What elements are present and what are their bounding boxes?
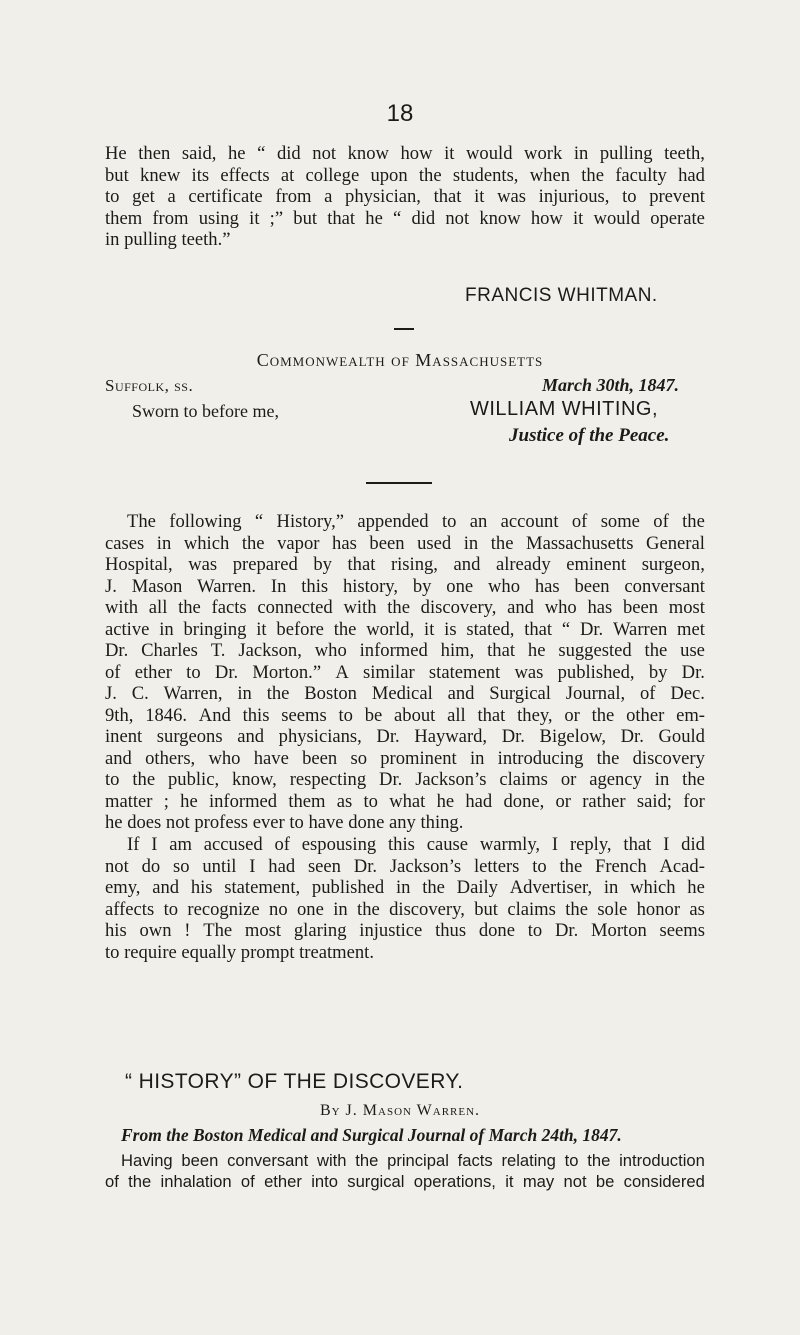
section-rule (366, 482, 432, 484)
text-line: Hospital, was prepared by that rising, and already eminent surgeon, (105, 554, 705, 575)
paragraph-history-intro (105, 511, 705, 834)
text-line: he does not profess ever to have done any thing. (105, 812, 464, 833)
text-line: affects to recognize no one in the discovery, but claims the sole honor as (105, 898, 705, 920)
text-line: matter ; he informed them as to what he had done, or rather said; for (105, 790, 705, 812)
text-line: Having been conversant with the principal facts relating to the introduction (121, 1151, 705, 1170)
justice-name: WILLIAM WHITING, (470, 398, 658, 420)
justice-title: Justice of the Peace. (509, 425, 670, 446)
county-label: Suffolk, ss. (105, 376, 194, 395)
text-line: to get a certificate from a physician, that it was injurious, to prevent (105, 186, 705, 207)
text-line: them from using it ;” but that he “ did not know how it would operate (105, 207, 705, 229)
paragraph-history-body (105, 1150, 705, 1192)
oath-date: March 30th, 1847. (542, 375, 680, 395)
text-line: of the inhalation of ether into surgical operations, it may not be considered (105, 1172, 705, 1191)
text-line: The following “ History,” appended to an account of some of the (127, 511, 705, 532)
text-line: If I am accused of espousing this cause warmly, I reply, that I did (127, 834, 705, 855)
history-heading: “ HISTORY” OF THE DISCOVERY. (125, 1070, 464, 1093)
text-line: Dr. Charles T. Jackson, who informed him, that he suggested the use (105, 640, 705, 661)
text-line: not do so until I had seen Dr. Jackson’s letters to the French Acad- (105, 855, 705, 877)
history-byline: By J. Mason Warren. (319, 1102, 481, 1119)
text-line: emy, and his statement, published in the Daily Advertiser, in which he (105, 877, 705, 898)
text-line: inent surgeons and physicians, Dr. Hayward, Dr. Bigelow, Dr. Gould (105, 726, 705, 747)
text-line: 9th, 1846. And this seems to be about all that they, or the other em- (105, 704, 705, 726)
text-line: to require equally prompt treatment. (105, 941, 375, 963)
commonwealth-heading: Commonwealth of Massachusetts (256, 350, 544, 370)
text-line: but knew its effects at college upon the students, when the faculty had (105, 164, 705, 186)
paragraph-whitman-testimony (105, 143, 705, 251)
text-line: and others, who have been so prominent in introducing the discovery (105, 747, 705, 769)
text-line: active in bringing it before the world, it is stated, that “ Dr. Warren met (105, 618, 705, 640)
text-line: J. Mason Warren. In this history, by one who has been conversant (105, 575, 705, 597)
paragraph-espousing-cause (105, 834, 705, 963)
text-line: his own ! The most glaring injustice thus done to Dr. Morton seems (105, 920, 705, 941)
page-number: 18 (386, 100, 414, 127)
text-line: He then said, he “ did not know how it would work in pulling teeth, (105, 143, 705, 164)
divider (394, 328, 414, 330)
text-line: J. C. Warren, in the Boston Medical and Surgical Journal, of Dec. (105, 683, 705, 704)
text-line: of ether to Dr. Morton.” A similar statement was published, by Dr. (105, 661, 705, 683)
text-line: with all the facts connected with the discovery, and who has been most (105, 597, 705, 618)
sworn-statement: Sworn to before me, (132, 401, 279, 421)
history-source: From the Boston Medical and Surgical Journal of March 24th, 1847. (121, 1125, 622, 1145)
text-line: to the public, know, respecting Dr. Jackson’s claims or agency in the (105, 769, 705, 790)
text-line: cases in which the vapor has been used in the Massachusetts General (105, 532, 705, 554)
text-line: in pulling teeth.” (105, 229, 231, 250)
signature-francis-whitman: FRANCIS WHITMAN. (465, 285, 658, 306)
